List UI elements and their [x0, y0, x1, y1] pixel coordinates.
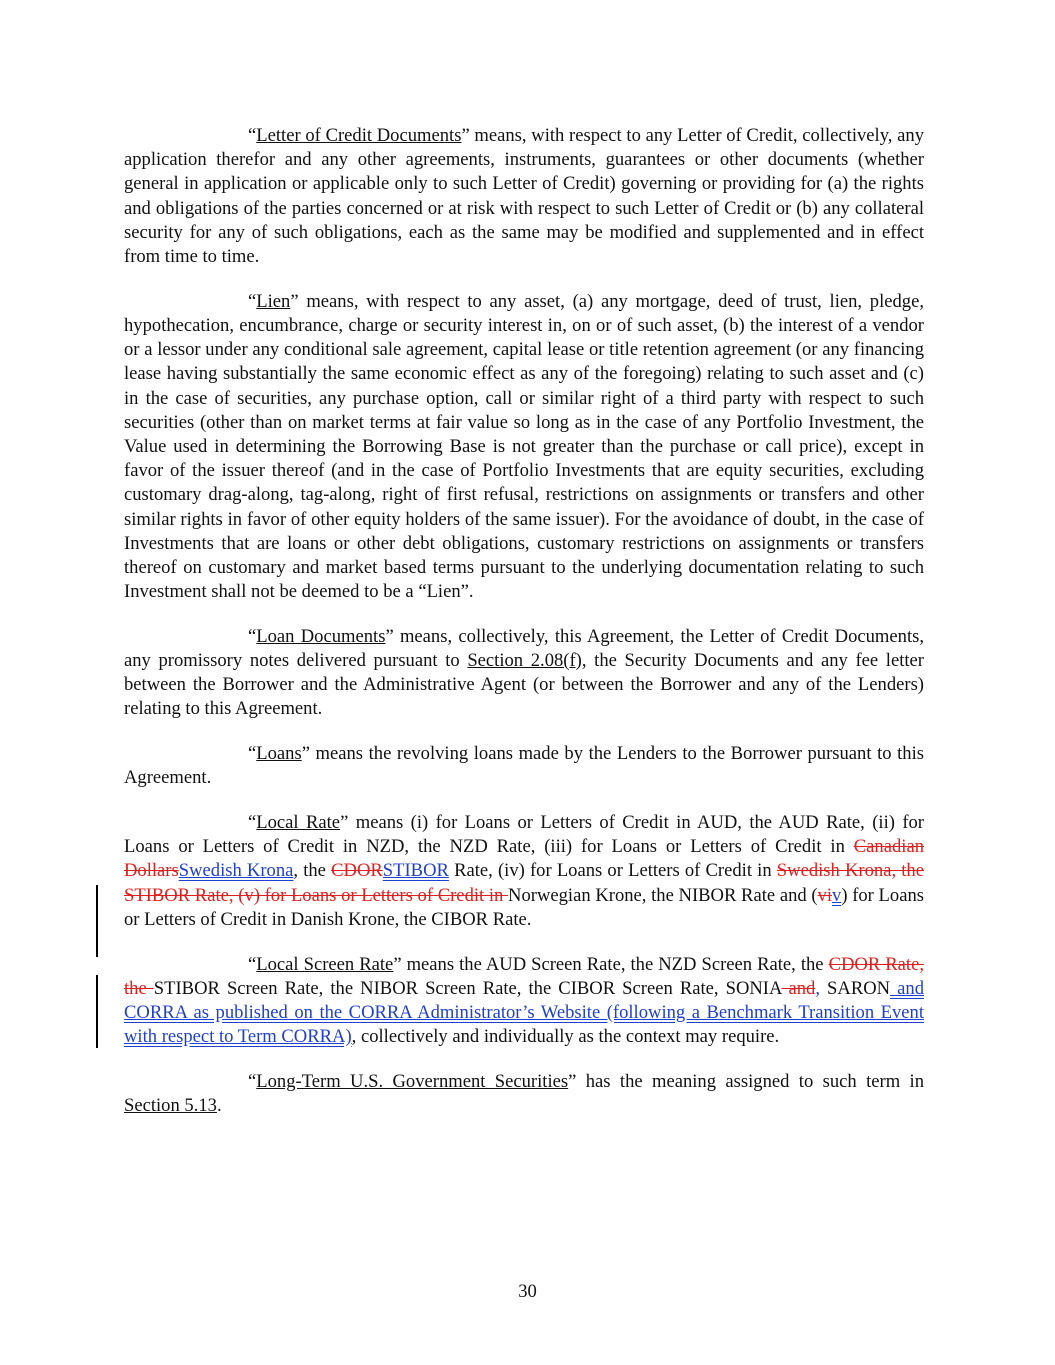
defined-term: Local Rate [256, 812, 341, 834]
definition-local-rate: “Local Rate” means (i) for Loans or Letters of Credit in AUD, the AUD Rate, (ii) for Loans or Letters of Credit in NZD, the NZD Rate, (iii) for Loans or Letters of Credit in Canadian DollarsSwedish Krona, the CDORSTIBOR Rate, (iv) for Loans or Letters of Credit in Swedish Krona, the STIBOR Rate, (v) for Loans or Letters of Credit in Norwegian Krone, the NIBOR Rate and (viv) for Loans or Letters of Credit in Danish Krone, the CIBOR Rate. [124, 812, 924, 930]
document-body [124, 124, 924, 1139]
change-bar-local-screen-rate [96, 975, 98, 1048]
deleted-text: and [781, 977, 816, 999]
definition-letter-of-credit-documents: “Letter of Credit Documents” means, with respect to any Letter of Credit, collectively, any application therefor and any other agreements, instruments, guarantees or other documents (whether general in application or applicable only to such Letter of Credit) governing or providing for (a) the rights and obligations of the parties concerned or at risk with respect to such Letter of Credit or (b) any collateral security for any of such obligations, each as the same may be modified and supplemented and in effect from time to time. [124, 125, 924, 268]
defined-term: Lien [256, 290, 291, 312]
defined-term: Loans [256, 743, 302, 765]
defined-term: Letter of Credit Documents [256, 125, 462, 146]
definition-local-screen-rate: “Local Screen Rate” means the AUD Screen Rate, the NZD Screen Rate, the CDOR Rate, the STIBOR Screen Rate, the NIBOR Screen Rate, the CIBOR Screen Rate, SONIA and, SARON and CORRA as published on the CORRA Administrator’s Website (following a Benchmark Transition Event with respect to Term CORRA), collectively and individually as the context may require. [124, 953, 925, 1048]
defined-term: Long-Term U.S. Government Securities [256, 1070, 569, 1092]
definition-lien: “Lien” means, with respect to any asset, (a) any mortgage, deed of trust, lien, pledge, hypothecation, encumbrance, charge or security interest in, on or of such asset, (b) the interest of a vendor or a lessor under any conditional sale agreement, capital lease or title retention agreement (or any financing lease having substantially the same economic effect as any of the foregoing) relating to such asset and (c) in the case of securities, any purchase option, call or similar right of a third party with respect to such securities (other than on market terms at fair value so long as in the case of any Portfolio Investment, the Value used in determining the Borrowing Base is not greater than the purchase or call price), except in favor of the issuer thereof (and in the case of Portfolio Investments that are equity securities, excluding customary drag-along, tag-along, right of first refusal, restrictions on assignments or transfers and other similar rights in favor of other equity holders of the same issuer). For the avoidance of doubt, in the case of Investments that are loans or other debt obligations, customary restrictions on assignments or transfers thereof on customary and market based terms pursuant to the underlying documentation relating to such Investment shall not be deemed to be a “Lien”. [124, 290, 924, 603]
definition-loans: “Loans” means the revolving loans made by the Lenders to the Borrower pursuant to this Agreement. [124, 743, 924, 789]
deleted-text: Canadian Dollars [124, 836, 924, 882]
section-reference: Section 5.13 [124, 1095, 217, 1117]
defined-term: Loan Documents [256, 625, 386, 647]
deleted-text: vi [817, 884, 833, 906]
defined-term: Local Screen Rate [256, 953, 394, 975]
inserted-text: , [815, 977, 820, 999]
page-number: 30 [518, 1281, 537, 1302]
inserted-text: STIBOR [382, 860, 449, 882]
deleted-text: CDOR Rate, the [124, 953, 925, 999]
inserted-text: and CORRA as published on the CORRA Administrator’s Website (following a Benchmark Transition Event with respect to Term CORRA) [124, 977, 924, 1048]
change-bar-local-rate [96, 885, 98, 957]
section-reference: Section 2.08(f), [467, 650, 587, 672]
deleted-text: Swedish Krona, the STIBOR Rate, (v) for Loans or Letters of Credit in [124, 860, 924, 906]
definition-loan-documents: “Loan Documents” means, collectively, this Agreement, the Letter of Credit Documents, any promissory notes delivered pursuant to Section 2.08(f), the Security Documents and any fee letter between the Borrower and the Administrative Agent (or between the Borrower and any of the Lenders) relating to this Agreement. [124, 625, 925, 720]
inserted-text: v [832, 884, 842, 906]
definition-long-term-us-government-securities: “Long-Term U.S. Government Securities” has the meaning assigned to such term in Section 5.13. [124, 1070, 924, 1117]
deleted-text: CDOR [331, 860, 383, 882]
inserted-text: Swedish Krona [178, 860, 294, 882]
